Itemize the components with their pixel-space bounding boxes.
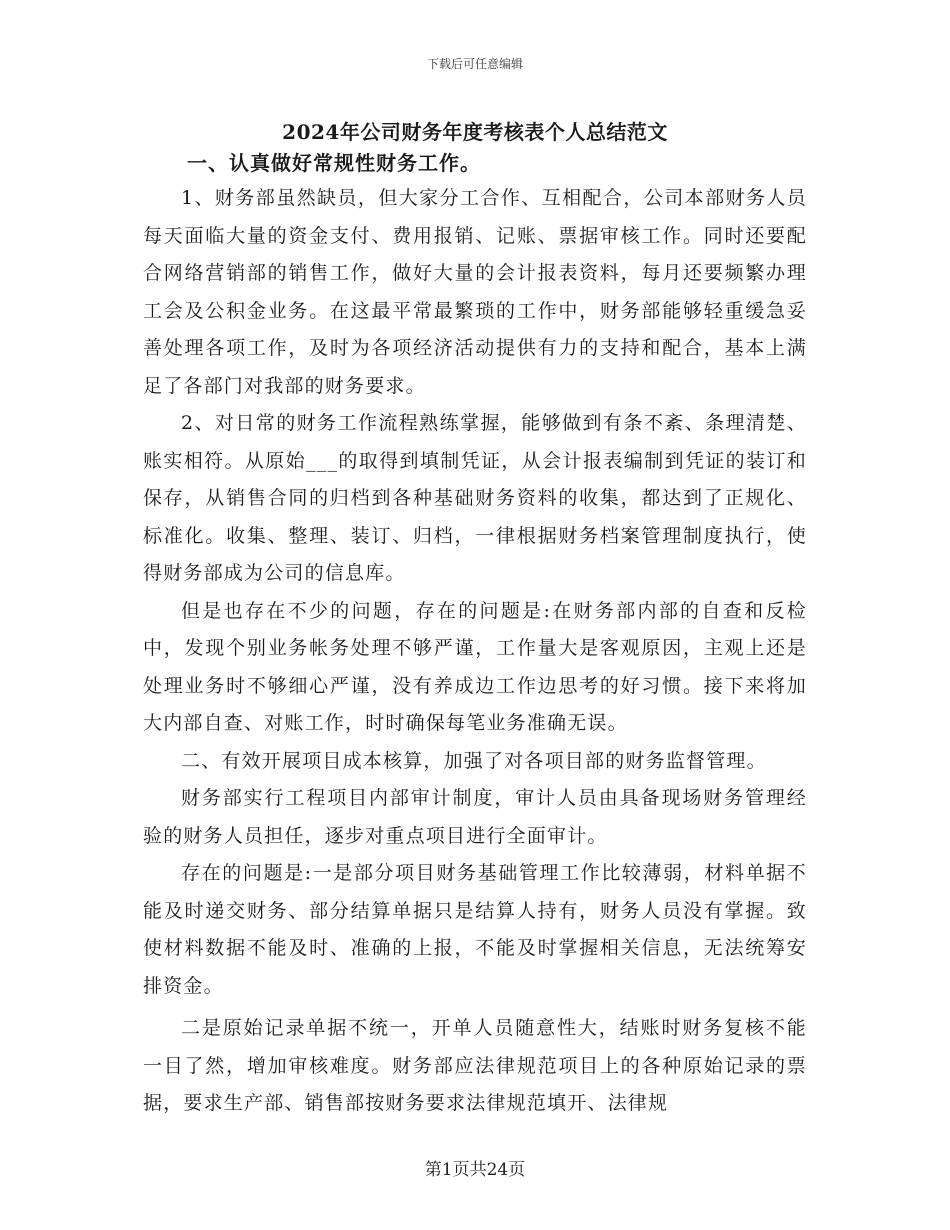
paragraph: 2、对日常的财务工作流程熟练掌握，能够做到有条不紊、条理清楚、账实相符。从原始___的取得到填制凭证，从会计报表编制到凭证的装订和保存，从销售合同的归档到各种基础财务资料的收集，都达到了正规化、标准化。收集、整理、装订、归档，一律根据财务档案管理制度执行，使得财务部成为公司的信息库。 (143, 412, 807, 584)
page-header-note: 下载后可任意编辑 (426, 57, 523, 71)
paragraph: 但是也存在不少的问题，存在的问题是:在财务部内部的自查和反检中，发现个别业务帐务处理不够严谨，工作量大是客观原因，主观上还是处理业务时不够细心严谨，没有养成边工作边思考的好习惯。接下来将加大内部自查、对账工作，时时确保每笔业务准确无误。 (143, 599, 807, 734)
document-title: 2024年公司财务年度考核表个人总结范文 (282, 120, 668, 144)
paragraph: 财务部实行工程项目内部审计制度，审计人员由具备现场财务管理经验的财务人员担任，逐步对重点项目进行全面审计。 (143, 787, 807, 847)
section-heading-2: 二、有效开展项目成本核算，加强了对各项目部的财务监督管理。 (181, 749, 767, 772)
document-body (143, 146, 807, 1123)
section-heading: 一、认真做好常规性财务工作。 (187, 151, 481, 175)
paragraph: 1、财务部虽然缺员，但大家分工合作、互相配合，公司本部财务人员每天面临大量的资金支付、费用报销、记账、票据审核工作。同时还要配合网络营销部的销售工作，做好大量的会计报表资料，每月还要频繁办理工会及公积金业务。在这最平常最繁琐的工作中，财务部能够轻重缓急妥善处理各项工作，及时为各项经济活动提供有力的支持和配合，基本上满足了各部门对我部的财务要求。 (143, 187, 807, 397)
page-number: 第1页共24页 (424, 1160, 526, 1180)
paragraph: 存在的问题是:一是部分项目财务基础管理工作比较薄弱，材料单据不能及时递交财务、部分结算单据只是结算人持有，财务人员没有掌握。致使材料数据不能及时、准确的上报，不能及时掌握相关信息，无法统筹安排资金。 (143, 862, 807, 997)
paragraph: 二是原始记录单据不统一，开单人员随意性大，结账时财务复核不能一目了然，增加审核难度。财务部应法律规范项目上的各种原始记录的票据，要求生产部、销售部按财务要求法律规范填开、法律规 (143, 1017, 807, 1114)
